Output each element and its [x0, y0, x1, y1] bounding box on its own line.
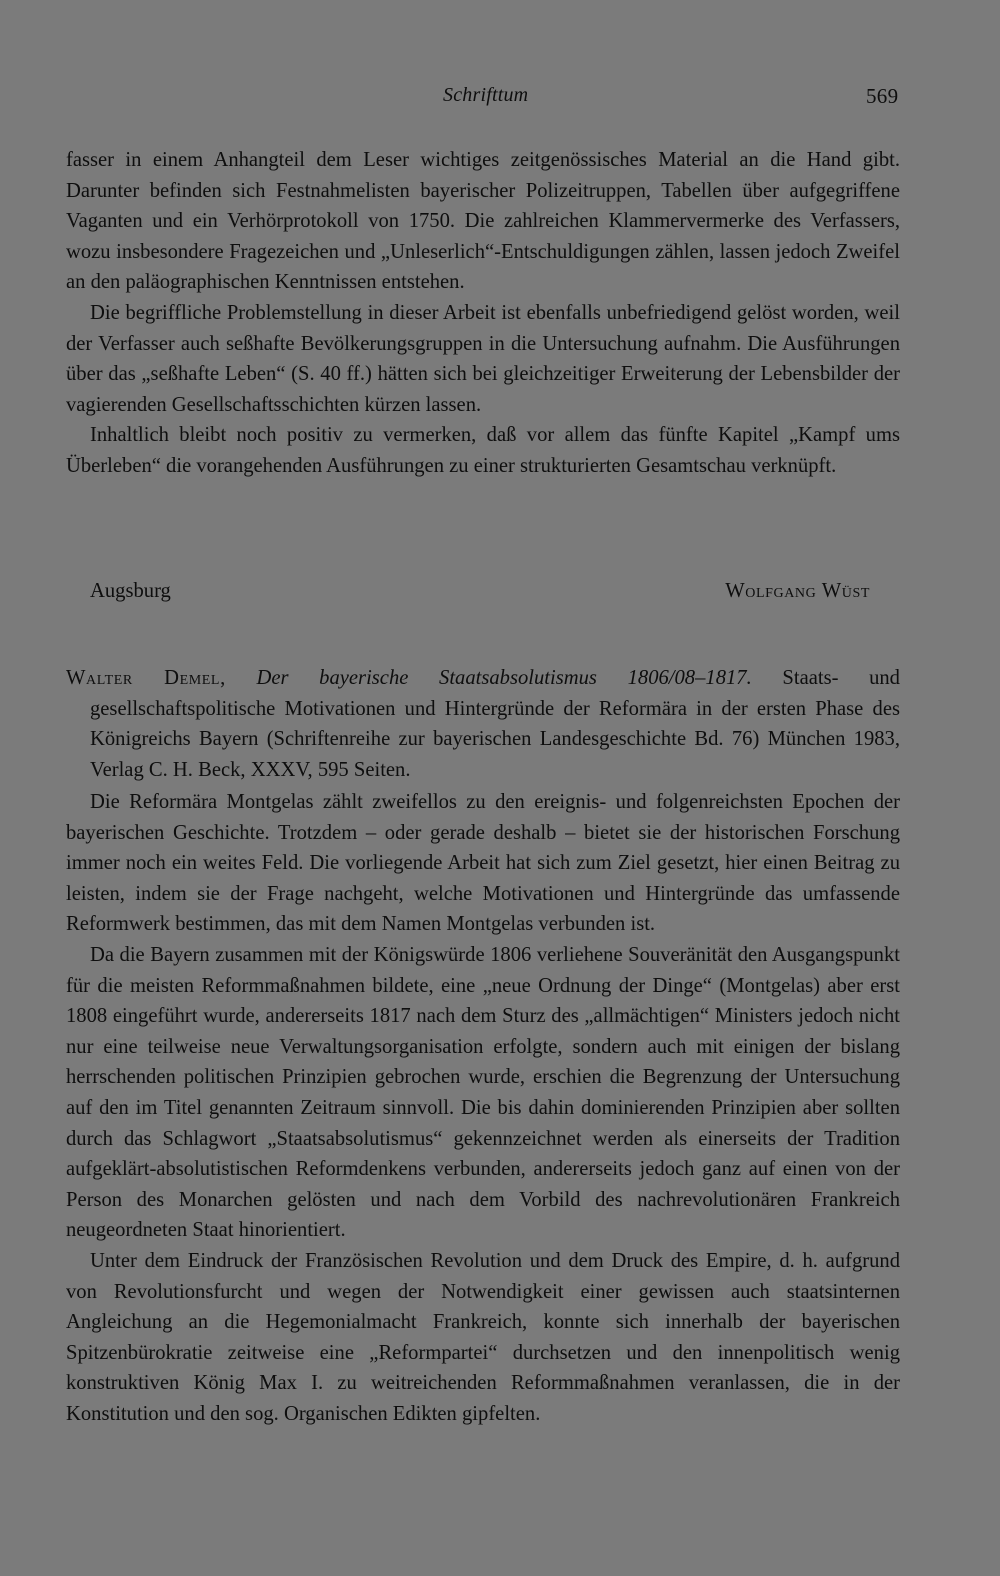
paragraph: Die Reformära Montgelas zählt zweifellos zu den ereignis- und folgenreichsten Epochen der bayerischen Geschichte. Trotzdem – oder gerade deshalb – bietet sie der historischen Forschung immer noch ein weites Feld. Die vorliegende Arbeit hat sich zum Ziel gesetzt, hier einen Beitrag zu leisten, indem sie der Frage nachgeht, welche Motivationen und Hintergründe das umfassende Reformwerk bestimmen, das mit dem Namen Montgelas verbunden ist. [66, 791, 900, 936]
review-body [66, 787, 900, 1429]
running-title: Schrifttum [443, 84, 529, 106]
page-number: 569 [866, 84, 899, 108]
paragraph: Die begriffliche Problemstellung in dieser Arbeit ist ebenfalls unbefriedigend gelöst worden, weil der Verfasser auch seßhafte Bevölkerungsgruppen in die Untersuchung aufnahm. Die Ausführungen über das „seßhafte Leben“ (S. 40 ff.) hätten sich bei gleichzeitiger Erweiterung der Lebensbilder der vagierenden Gesellschaftsschichten kürzen lassen. [66, 301, 900, 416]
reviewer-place: Augsburg [90, 580, 171, 602]
previous-review-text [66, 145, 900, 482]
reviewer-name: Wolfgang Wüst [725, 580, 870, 602]
review-signature [66, 576, 900, 607]
paragraph-continuation: fasser in einem Anhangteil dem Leser wichtiges zeitgenössisches Material an die Hand gibt. Darunter befinden sich Festnahmelisten bayerischer Polizeitruppen, Tabellen über aufgegriffene Vaganten und ein Verhörprotokoll von 1750. Die zahlreichen Klammervermerke des Verfassers, wozu insbesondere Fragezeichen und „Unleserlich“-Entschuldigungen zählen, lassen jedoch Zweifel an den paläographischen Kenntnissen entstehen. [66, 149, 900, 294]
paragraph: Da die Bayern zusammen mit der Königswürde 1806 verliehene Souveränität den Ausgangspunkt für die meisten Reformmaßnahmen bildete, eine „neue Ordnung der Dinge“ (Montgelas) aber erst 1808 eingeführt wurde, andererseits 1817 nach dem Sturz des „allmächtigen“ Ministers jedoch nicht nur eine teilweise neue Verwaltungsorganisation erfolgte, sondern auch mit einigen der bislang herrschenden politischen Prinzipien gebrochen wurde, erschien die Begrenzung der Untersuchung auf den im Titel genannten Zeitraum sinnvoll. Die bis dahin dominierenden Prinzipien aber sollten durch das Schlagwort „Staatsabsolutismus“ gekennzeichnet werden als einerseits der Tradition aufgeklärt-absolutistischen Reformdenkens verbunden, andererseits jedoch ganz auf einen von der Person des Monarchen gelösten und nach dem Vorbild des nachrevolutionären Frankreich neugeordneten Staat hinorientiert. [66, 943, 900, 1242]
book-author: Walter Demel, [66, 667, 226, 689]
book-title: Der bayerische Staatsabsolutismus 1806/08–1817. [256, 667, 752, 689]
book-citation: Staats- und gesellschaftspolitische Motivationen und Hintergründe der Reformära in der ersten Phase des Königreichs Bayern (Schriftenreihe zur bayerischen Landesgeschichte Bd. 76) München 1983, Verlag C. H. Beck, XXXV, 595 Seiten. [90, 667, 900, 781]
paragraph: Unter dem Eindruck der Französischen Revolution und dem Druck des Empire, d. h. aufgrund von Revolutionsfurcht und wegen der Notwendigkeit einer gewissen auch staatsinternen Angleichung an die Hegemonialmacht Frankreich, konnte sich innerhalb der bayerischen Spitzenbürokratie zeitweise eine „Reformpartei“ durchsetzen und den innenpolitisch wenig konstruktiven König Max I. zu weitreichenden Reformmaßnahmen veranlassen, die in der Konstitution und den sog. Organischen Edikten gipfelten. [66, 1249, 900, 1425]
paragraph: Inhaltlich bleibt noch positiv zu vermerken, daß vor allem das fünfte Kapitel „Kampf ums Überleben“ die vorangehenden Ausführungen zu einer strukturierten Gesamtschau verknüpft. [66, 424, 900, 477]
bibliographic-entry [66, 663, 900, 785]
